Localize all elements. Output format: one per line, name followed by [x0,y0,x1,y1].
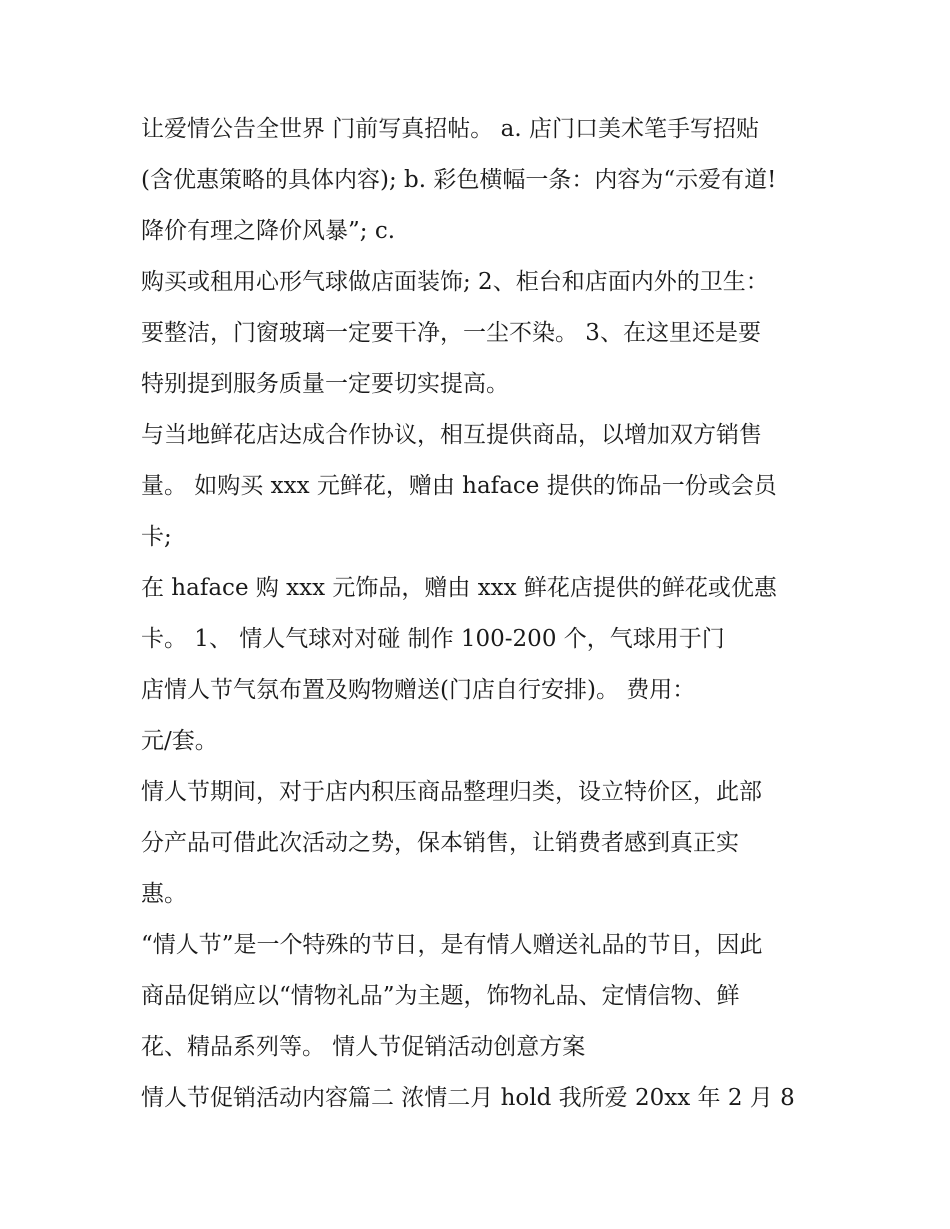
paragraph [141,410,821,563]
text-line: 卡。 1、 情人气球对对碰 制作 100-200 个，气球用于门 [141,626,725,652]
paragraph [141,920,821,1073]
text-line: 特别提到服务质量一定要切实提高。 [141,371,509,397]
text-line: 降价有理之降价风暴”; c. [141,218,396,244]
text-line: 购买或租用心形气球做店面装饰; 2、柜台和店面内外的卫生： [141,269,769,295]
text-line: 商品促销应以“情物礼品”为主题，饰物礼品、定情信物、鲜 [141,983,740,1009]
paragraph [141,563,821,665]
text-line: 让爱情公告全世界 门前写真招帖。 a. 店门口美术笔手写招贴 [141,116,759,142]
text-line: 元/套。 [141,728,218,754]
text-line: 店情人节气氛布置及购物赠送(门店自行安排)。 费用： [141,677,696,703]
text-line: 要整洁，门窗玻璃一定要干净，一尘不染。 3、在这里还是要 [141,320,761,346]
text-line: “情人节”是一个特殊的节日，是有情人赠送礼品的节日，因此 [141,932,763,958]
paragraph [141,665,821,716]
paragraph [141,767,821,920]
text-line: 惠。 [141,881,187,907]
paragraph [141,257,821,410]
text-line: 量。 如购买 xxx 元鲜花，赠由 haface 提供的饰品一份或会员 [141,473,777,499]
text-line: (含优惠策略的具体内容); b. 彩色横幅一条：内容为“示爱有道! [141,167,777,193]
text-line: 花、精品系列等。 情人节促销活动创意方案 [141,1034,586,1060]
text-line: 分产品可借此次活动之势，保本销售，让销费者感到真正实 [141,830,739,856]
paragraph [141,1073,821,1124]
text-line: 卡; [141,524,172,550]
text-line: 情人节促销活动内容篇二 浓情二月 hold 我所爱 20xx 年 2 月 8 [141,1085,795,1111]
paragraph [141,104,821,257]
text-line: 情人节期间，对于店内积压商品整理归类，设立特价区，此部 [141,779,762,805]
text-line: 在 haface 购 xxx 元饰品，赠由 xxx 鲜花店提供的鲜花或优惠 [141,575,777,601]
paragraph [141,716,821,767]
text-line: 与当地鲜花店达成合作协议，相互提供商品，以增加双方销售 [141,422,762,448]
document-body [141,104,821,1124]
